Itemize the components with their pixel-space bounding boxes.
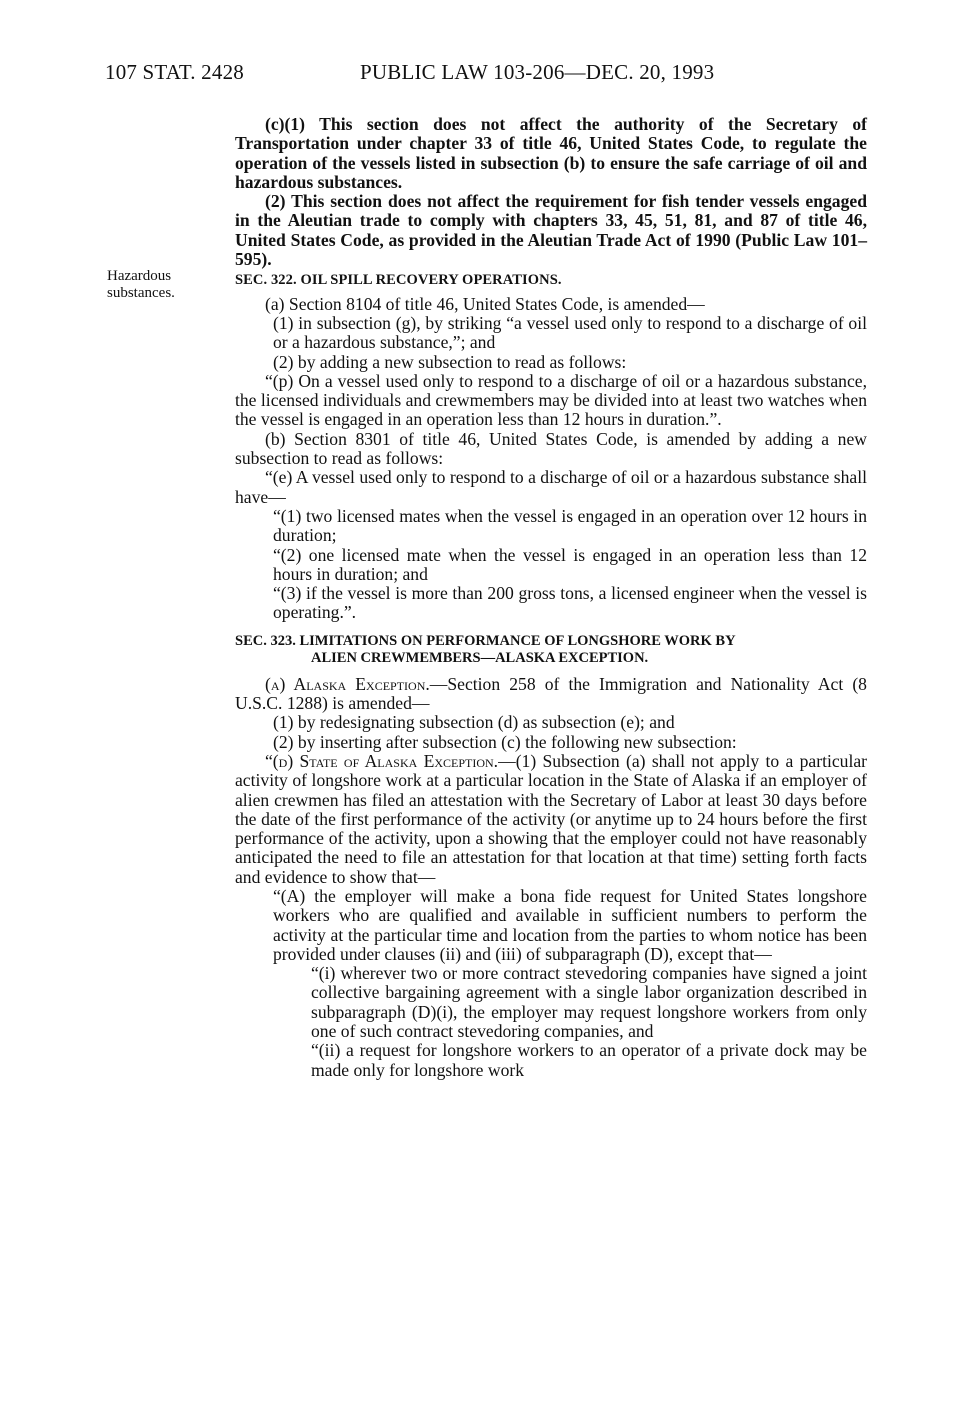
sec-322-a2: (2) by adding a new subsection to read as follows: (273, 351, 627, 372)
public-law-title: PUBLIC LAW 103-206—DEC. 20, 1993 (360, 60, 715, 84)
margin-note (107, 268, 175, 302)
paragraph-c1: (c)(1) This section does not affect the authority of the Secretary of Transportation under chapter 33 of title 46, United States Code, to regulate the operation of the vessels listed in subsection (b) to ensure the safe carriage of oil and hazardous substances. (235, 114, 867, 192)
sec-322-e: “(e) A vessel used only to respond to a discharge of oil or a hazardous substance shall have— (235, 467, 867, 507)
paragraph-c2: (2) This section does not affect the requirement for fish tender vessels engaged in the Aleutian trade to comply with chapters 33, 45, 51, 81, and 87 of title 46, United States Code, as provided in the Aleutian Trade Act of 1990 (Public Law 101–595). (235, 191, 867, 270)
sec-323-i: “(i) wherever two or more contract stevedoring companies have signed a joint collective bargaining agreement with a single labor organization described in subparagraph (D)(i), the employer may request longshore workers from only one of such contract stevedoring companies, and (311, 963, 867, 1042)
margin-note-line2: substances. (107, 285, 175, 301)
sec-323-a1: (1) by redesignating subsection (d) as subsection (e); and (273, 712, 675, 733)
sec-323-a-caption: (a) Alaska Exception. (265, 673, 430, 694)
sec-323-d (235, 752, 867, 887)
sec-323-a (235, 675, 867, 714)
sec-322-a: (a) Section 8104 of title 46, United States Code, is amended— (265, 293, 705, 314)
sec-322-e2: “(2) one licensed mate when the vessel is engaged in an operation less than 12 hours in duration; and (273, 544, 867, 584)
sec-323-heading-line1: SEC. 323. LIMITATIONS ON PERFORMANCE OF LONGSHORE WORK BY (235, 632, 736, 649)
margin-note-line1: Hazardous (107, 268, 172, 284)
sec-323-a2: (2) by inserting after subsection (c) the following new subsection: (273, 731, 737, 752)
sec-323-ii: “(ii) a request for longshore workers to an operator of a private dock may be made only for longshore work (311, 1040, 867, 1080)
sec-323-A: “(A) the employer will make a bona fide request for United States longshore workers who are qualified and available in sufficient numbers to perform the activity at the particular time and location from the parties to whom notice has been provided under clauses (ii) and (iii) of subparagraph (D), except that— (273, 885, 867, 964)
sec-323-heading (235, 633, 867, 667)
sec-323-d-caption: “(d) State of Alaska Exception. (265, 750, 499, 771)
sec-322-e1: “(1) two licensed mates when the vessel is engaged in an operation over 12 hours in duration; (273, 505, 867, 546)
sec-322-a1: (1) in subsection (g), by striking “a vessel used only to respond to a discharge of oil or a hazardous substance,”; and (273, 312, 867, 353)
sec-322-e3: “(3) if the vessel is more than 200 gross tons, a licensed engineer when the vessel is operating.”. (273, 583, 867, 623)
sec-322-b: (b) Section 8301 of title 46, United States Code, is amended by adding a new subsection to read as follows: (235, 428, 867, 469)
sec-323-a-text: —Section 258 of the Immigration and Nationality Act (8 U.S.C. 1288) is amended— (235, 673, 867, 714)
body-text (235, 115, 867, 1080)
sec-322-heading: SEC. 322. OIL SPILL RECOVERY OPERATIONS. (235, 272, 562, 289)
sec-322-p: “(p) On a vessel used only to respond to a discharge of oil or a hazardous substance, the licensed individuals and crewmembers may be divided into at least two watches when the vessel is engaged in an operation less than 12 hours in duration.”. (235, 370, 867, 430)
statute-citation: 107 STAT. 2428 (105, 60, 244, 84)
sec-323-heading-line2: ALIEN CREWMEMBERS—ALASKA EXCEPTION. (311, 649, 649, 666)
sec-323-d-text: —(1) Subsection (a) shall not apply to a particular activity of longshore work at a particular location in the State of Alaska if an employer of alien crewmen has filed an attestation with the Secretary of Labor at least 30 days before the date of the first performance of the activity (or anytime up to 24 hours before the first performance of the activity, upon a showing that the employer could not have reasonably anticipated the need to file an attestation for that location at that time) setting forth facts and evidence to show that— (235, 750, 868, 887)
